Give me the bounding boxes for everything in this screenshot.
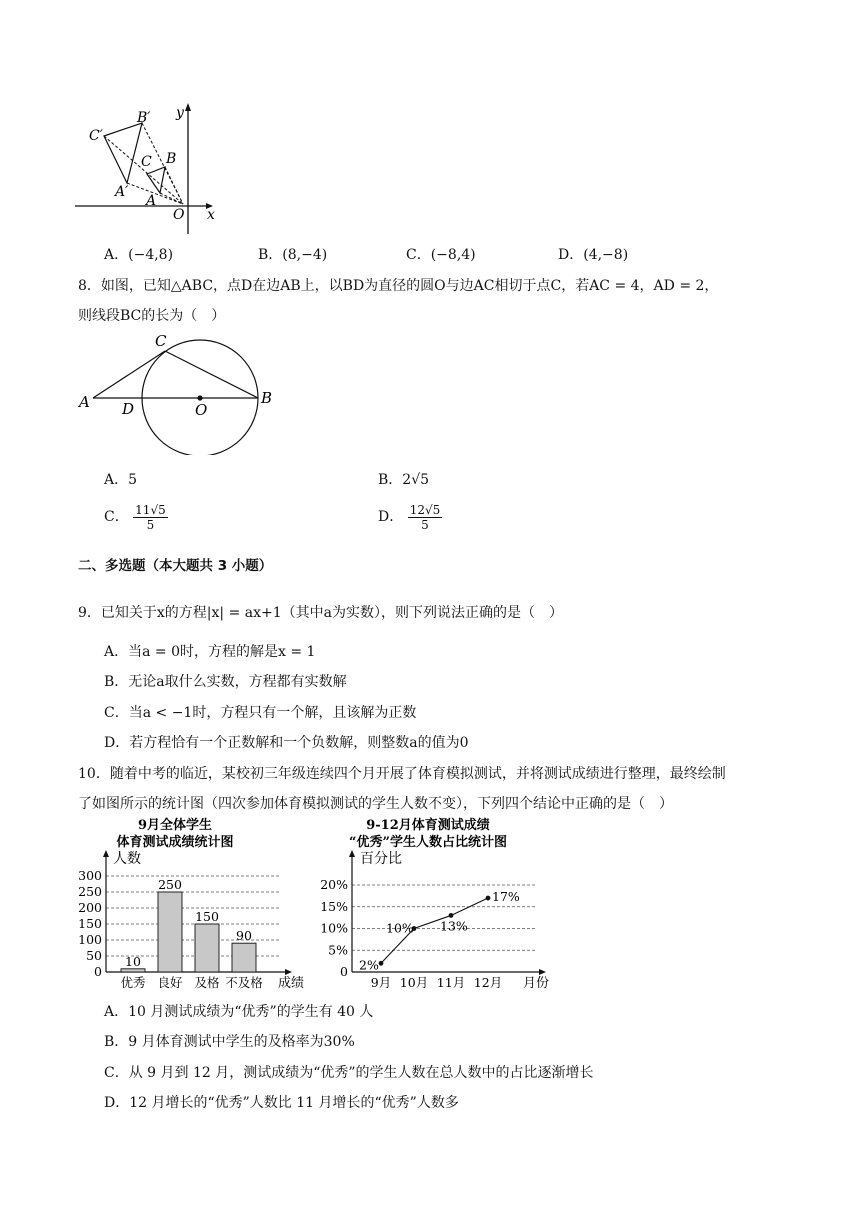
- bar-chart-ylabel: 人数: [113, 851, 141, 867]
- line-category-label: 12月: [473, 975, 503, 990]
- q8-figure: [75, 330, 285, 455]
- bar-1: [121, 969, 145, 972]
- label-c: C: [155, 332, 167, 350]
- line-ytick-label: 15%: [320, 898, 348, 914]
- line-category-label: 11月: [436, 975, 466, 990]
- line-ytick-label: 5%: [328, 942, 348, 958]
- bar-ytick-label: 0: [94, 964, 102, 979]
- q8-stem-line2: 则线段BC的长为（ ）: [78, 308, 226, 324]
- line-x-axis-arrow: [539, 969, 546, 975]
- bar-category-label: 不及格: [225, 975, 263, 990]
- bar-ytick-label: 100: [78, 932, 102, 947]
- label-y: y: [176, 105, 184, 121]
- q8-option-d: D． $\frac{12√5}{5}$: [378, 502, 441, 532]
- bar-chart: [75, 815, 320, 997]
- line-ytick-label: 0: [340, 964, 348, 979]
- line-value-label: 10%: [386, 920, 414, 936]
- line-chart-title: 9-12月体育测试成绩: [366, 818, 490, 833]
- line-value-label: 17%: [492, 889, 520, 905]
- line-value-label: 2%: [359, 957, 379, 973]
- line-chart-ylabel: 百分比: [360, 851, 402, 867]
- q9-stem: 9．已知关于x的方程|x| = ax+1（其中a为实数），则下列说法正确的是（ ）: [78, 605, 563, 621]
- line-category-label: 10月: [399, 975, 429, 990]
- bar-category-label: 及格: [194, 975, 220, 990]
- label-c: C: [141, 154, 152, 170]
- section-heading: 二、多选题（本大题共 3 小题）: [78, 558, 273, 574]
- label-x: x: [207, 207, 215, 223]
- line-value-label: 13%: [440, 918, 468, 934]
- bar-4: [232, 943, 256, 972]
- q7-option-a: A．(−4,8): [104, 247, 174, 263]
- line-point-4: [486, 896, 491, 901]
- bar-ytick-label: 50: [86, 948, 102, 963]
- label-a: A: [146, 193, 157, 209]
- q9-option-b: B．无论a取什么实数，方程都有实数解: [104, 674, 347, 690]
- bar-value-label: 90: [236, 928, 252, 944]
- q10-option-d: D．12 月增长的“优秀”人数比 11 月增长的“优秀”人数多: [104, 1095, 459, 1111]
- line-point-1: [379, 961, 384, 966]
- label-b: B: [261, 389, 273, 407]
- label-c-prime: C′: [89, 128, 103, 144]
- q8-option-a: A．5: [104, 472, 138, 488]
- bar-category-label: 优秀: [120, 975, 146, 990]
- q10-stem-line2: 了如图所示的统计图（四次参加体育模拟测试的学生人数不变），下列四个结论中正确的是（ ）: [78, 796, 673, 812]
- q8-option-c: C． $\frac{11√5}{5}$: [104, 502, 166, 532]
- line-ytick-label: 10%: [320, 920, 348, 936]
- line-point-3: [449, 913, 454, 918]
- bar-ytick-label: 300: [78, 868, 102, 883]
- q7-option-c: C．(−8,4): [406, 247, 476, 263]
- bar-2: [158, 892, 182, 972]
- label-a-prime: A′: [115, 184, 129, 200]
- bar-chart-title: 9月全体学生: [137, 818, 213, 833]
- label-b-prime: B′: [137, 110, 151, 126]
- label-a: A: [79, 393, 90, 411]
- bar-ytick-label: 250: [78, 884, 102, 899]
- q10-option-c: C．从 9 月到 12 月，测试成绩为“优秀”的学生人数在总人数中的占比逐渐增长: [104, 1065, 594, 1081]
- label-d: D: [122, 400, 135, 418]
- label-b: B: [166, 151, 177, 167]
- bar-ytick-label: 150: [78, 916, 102, 931]
- q8-stem-line1: 8．如图，已知△ABC，点D在边AB上，以BD为直径的圆O与边AC相切于点C，若AC = 4，AD = 2，: [78, 278, 719, 294]
- label-o: O: [195, 401, 208, 419]
- label-o: O: [173, 207, 185, 223]
- line-ytick-label: 20%: [320, 877, 348, 892]
- q9-option-a: A．当a = 0时，方程的解是x = 1: [104, 644, 316, 660]
- q7-figure: [75, 100, 225, 240]
- q10-stem-line1: 10．随着中考的临近，某校初三年级连续四个月开展了体育模拟测试，并将测试成绩进行整理，最终绘制: [78, 766, 726, 782]
- bar-chart-xlabel: 成绩: [278, 976, 305, 991]
- bar-value-label: 10: [125, 953, 141, 969]
- line-chart-xlabel: 月份: [523, 976, 550, 991]
- line-chart-subtitle: “优秀”学生人数占比统计图: [349, 835, 507, 850]
- q9-option-d: D．若方程恰有一个正数解和一个负数解，则整数a的值为0: [104, 735, 469, 751]
- bar-x-axis-arrow: [285, 969, 292, 975]
- bar-value-label: 150: [195, 909, 219, 924]
- bar-3: [195, 924, 219, 972]
- q10-option-b: B．9 月体育测试中学生的及格率为30%: [104, 1034, 355, 1050]
- q7-option-b: B．(8,−4): [258, 247, 328, 263]
- line-chart: [316, 815, 561, 997]
- q7-option-d: D．(4,−8): [558, 247, 629, 263]
- bar-y-axis-arrow: [103, 850, 109, 857]
- line-y-axis-arrow: [349, 850, 355, 857]
- q10-option-a: A．10 月测试成绩为“优秀”的学生有 40 人: [104, 1004, 374, 1020]
- bar-ytick-label: 200: [78, 900, 102, 915]
- bar-value-label: 250: [158, 877, 182, 892]
- q9-option-c: C．当a < −1时，方程只有一个解，且该解为正数: [104, 705, 417, 721]
- q8-option-b: B．2√5: [378, 472, 430, 488]
- bar-category-label: 良好: [157, 975, 183, 990]
- line-category-label: 9月: [370, 975, 392, 990]
- bar-chart-subtitle: 体育测试成绩统计图: [116, 835, 234, 850]
